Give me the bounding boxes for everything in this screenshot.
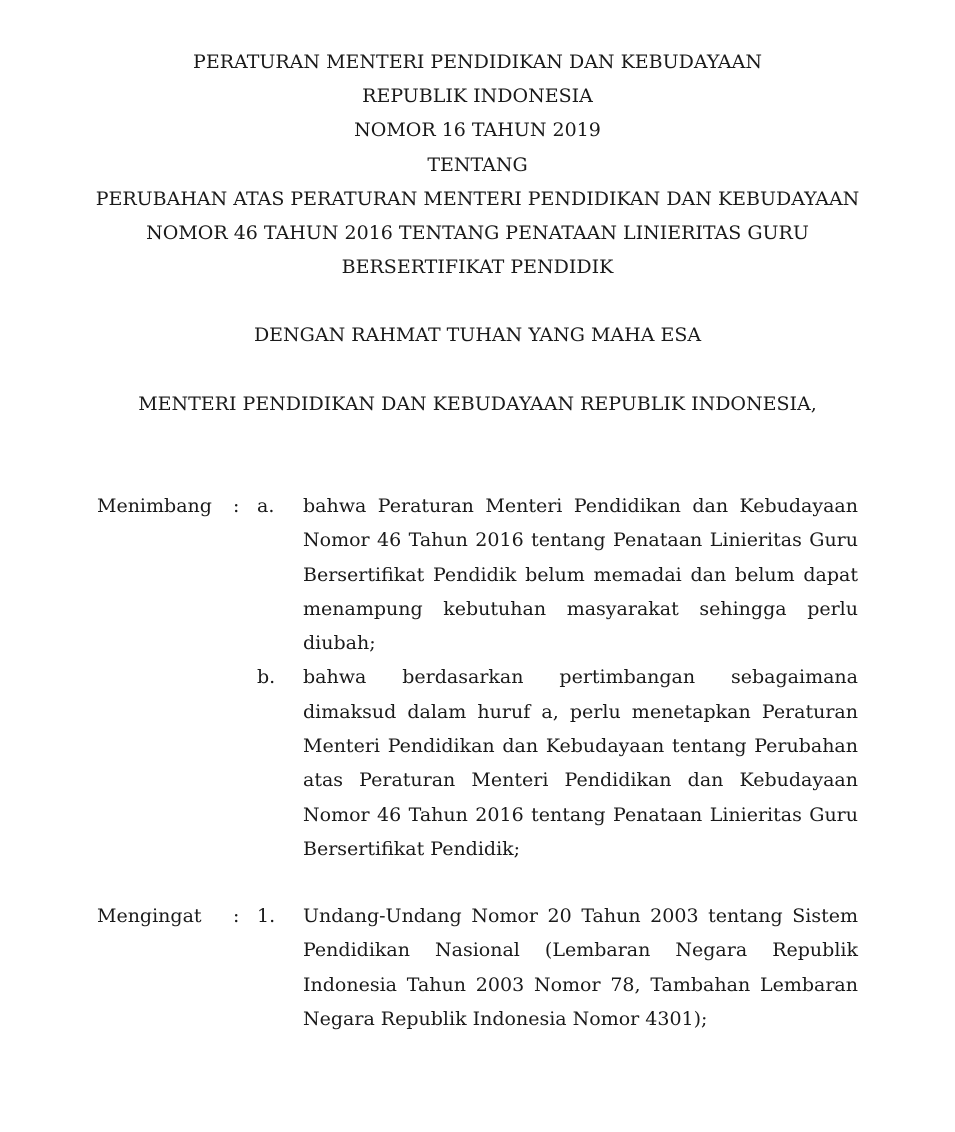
mengingat-label: Mengingat [97, 905, 202, 927]
title-line: BERSERTIFIKAT PENDIDIK [341, 256, 614, 279]
item-text: Undang-Undang Nomor 20 Tahun 2003 tentang Sistem Pendidikan Nasional (Lembaran Negara Republik Indonesia Tahun 2003 Nomor 78, Tambahan Lembaran Negara Republik Indonesia Nomor 4301); [303, 905, 858, 1030]
menimbang-item-b [0, 660, 955, 866]
menimbang-colon: : [233, 495, 240, 517]
item-marker: b. [257, 666, 276, 689]
title-line: REPUBLIK INDONESIA [362, 85, 593, 108]
item-marker: a. [257, 495, 275, 517]
item-text: bahwa Peraturan Menteri Pendidikan dan Kebudayaan Nomor 46 Tahun 2016 tentang Penataan Linieritas Guru Bersertifikat Pendidik belum memadai dan belum dapat menampung kebutuhan masyarakat sehingga perlu diubah; [303, 495, 858, 655]
title-line: TENTANG [427, 153, 528, 176]
item-text: bahwa berdasarkan pertimbangan sebagaimana dimaksud dalam huruf a, perlu menetapkan Peraturan Menteri Pendidikan dan Kebudayaan tentang Perubahan atas Peraturan Menteri Pendidikan dan Kebudayaan Nomor 46 Tahun 2016 tentang Penataan Linieritas Guru Bersertifikat Pendidik; [303, 666, 858, 860]
menimbang-item-a [0, 489, 955, 660]
title-line: PERATURAN MENTERI PENDIDIKAN DAN KEBUDAYAAN [193, 51, 762, 73]
regulation-title [60, 45, 895, 284]
minister-heading: MENTERI PENDIDIKAN DAN KEBUDAYAAN REPUBLIK INDONESIA, [138, 393, 817, 415]
title-line: PERUBAHAN ATAS PERATURAN MENTERI PENDIDIKAN DAN KEBUDAYAAN [95, 187, 860, 210]
mengingat-colon: : [233, 905, 240, 927]
mengingat-item-1 [0, 899, 955, 1036]
menimbang-label: Menimbang [97, 495, 212, 517]
menimbang-section [0, 489, 955, 866]
preamble: DENGAN RAHMAT TUHAN YANG MAHA ESA [253, 324, 702, 346]
title-line: NOMOR 16 TAHUN 2019 [354, 119, 601, 142]
title-line: NOMOR 46 TAHUN 2016 TENTANG PENATAAN LINIERITAS GURU [146, 222, 809, 245]
mengingat-section [0, 899, 955, 1036]
item-marker: 1. [257, 905, 276, 927]
